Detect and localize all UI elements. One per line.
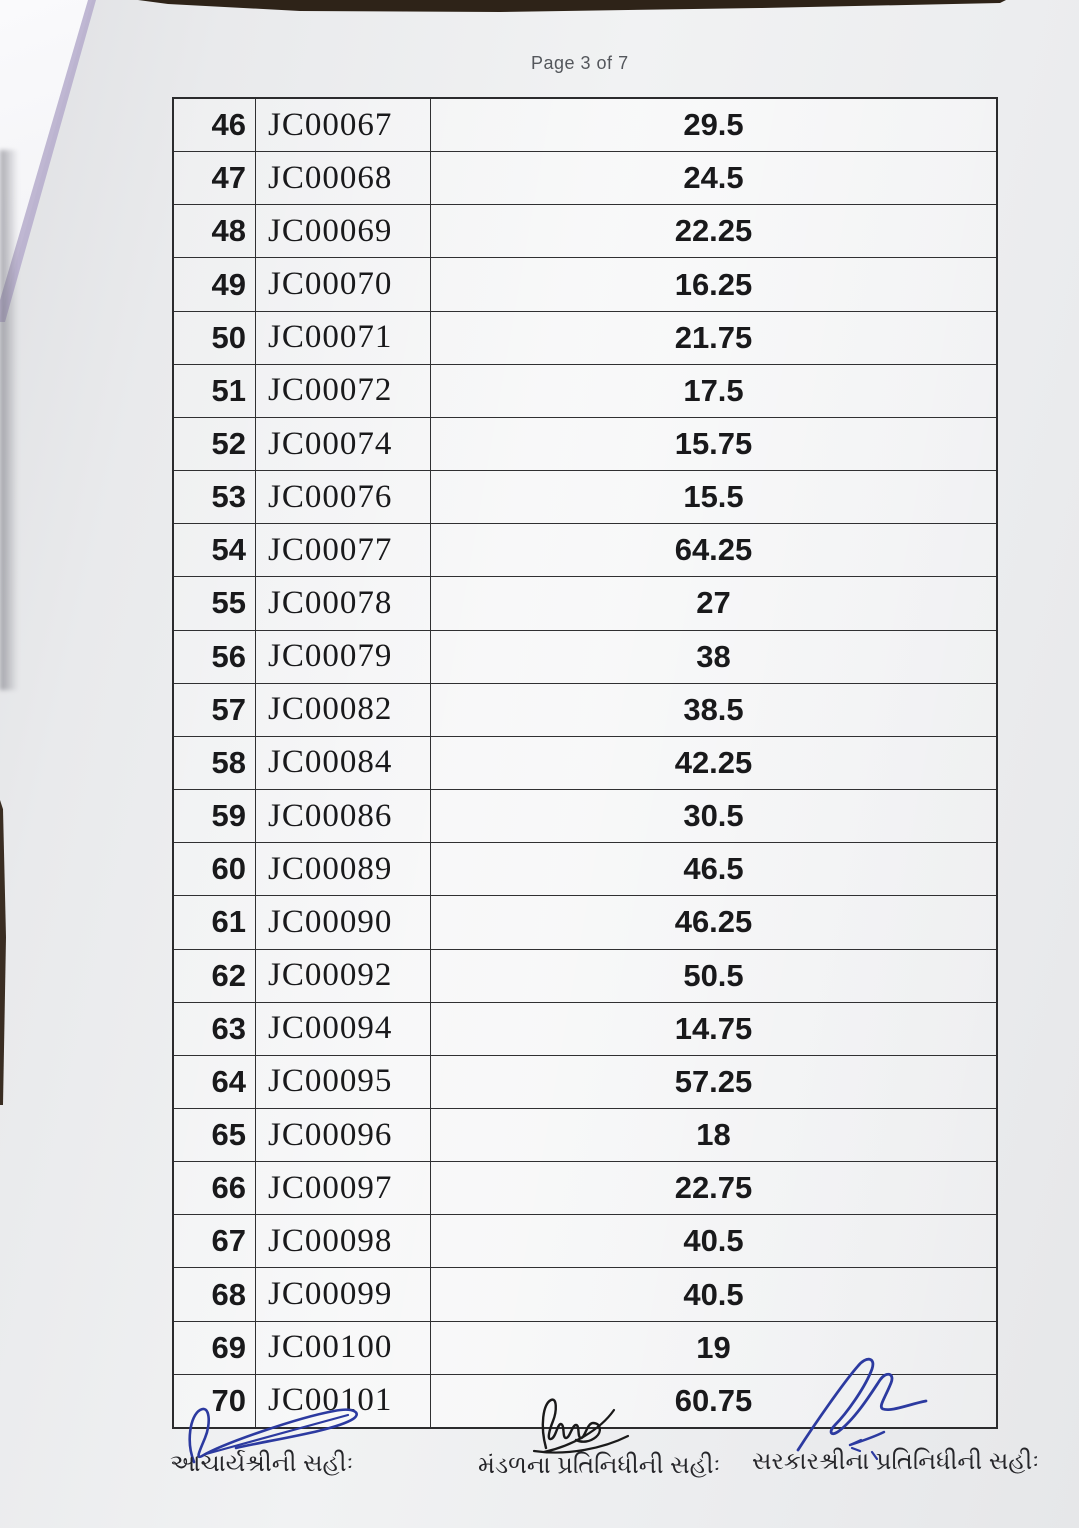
serial-number-cell: 66 (174, 1162, 256, 1214)
serial-number-cell: 64 (174, 1056, 256, 1108)
serial-number-cell: 70 (174, 1375, 256, 1427)
serial-number-cell: 55 (174, 577, 256, 629)
table-row (174, 99, 996, 151)
serial-number-cell: 47 (174, 152, 256, 204)
candidate-code-cell: JC00095 (256, 1056, 431, 1108)
marks-value-cell: 38.5 (683, 691, 744, 727)
candidate-code-cell: JC00086 (256, 790, 431, 842)
candidate-code-cell: JC00084 (256, 737, 431, 789)
marks-value-cell: 40.5 (683, 1276, 744, 1312)
candidate-code-cell: JC00097 (256, 1162, 431, 1214)
serial-number-cell: 59 (174, 790, 256, 842)
table-row (174, 1267, 996, 1320)
marks-value-cell: 40.5 (683, 1223, 744, 1259)
serial-number-cell: 62 (174, 950, 256, 1002)
marks-value-cell: 27 (696, 585, 731, 621)
serial-number-cell: 65 (174, 1109, 256, 1161)
serial-number-cell: 57 (174, 684, 256, 736)
serial-number-cell: 69 (174, 1322, 256, 1374)
candidate-code-cell: JC00101 (256, 1375, 431, 1427)
table-row (174, 417, 996, 470)
candidate-code-cell: JC00079 (256, 631, 431, 683)
candidate-code-cell: JC00089 (256, 843, 431, 895)
table-row (174, 470, 996, 523)
table-row (174, 736, 996, 789)
marks-value-cell: 15.75 (674, 426, 753, 462)
table-row (174, 949, 996, 1002)
table-row (174, 151, 996, 204)
table-row (174, 842, 996, 895)
marks-value-cell: 17.5 (683, 372, 744, 408)
candidate-code-cell: JC00100 (256, 1322, 431, 1374)
candidate-code-cell: JC00067 (256, 99, 431, 151)
marks-value-cell: 60.75 (674, 1382, 753, 1418)
table-row (174, 789, 996, 842)
marks-value-cell: 38 (696, 638, 731, 674)
candidate-code-cell: JC00090 (256, 896, 431, 948)
serial-number-cell: 50 (174, 312, 256, 364)
candidate-code-cell: JC00092 (256, 950, 431, 1002)
serial-number-cell: 63 (174, 1003, 256, 1055)
candidate-code-cell: JC00074 (256, 418, 431, 470)
candidate-code-cell: JC00070 (256, 258, 431, 310)
candidate-code-cell: JC00094 (256, 1003, 431, 1055)
table-row (174, 523, 996, 576)
principal-signature-label: આચાર્યશ્રીની સહીઃ (170, 1450, 354, 1477)
serial-number-cell: 48 (174, 205, 256, 257)
serial-number-cell: 67 (174, 1215, 256, 1267)
table-row (174, 1055, 996, 1108)
table-row (174, 630, 996, 683)
serial-number-cell: 56 (174, 631, 256, 683)
table-row (174, 257, 996, 310)
marks-value-cell: 21.75 (674, 319, 753, 355)
signature-government-representative (788, 1354, 940, 1460)
table-row (174, 683, 996, 736)
candidate-code-cell: JC00072 (256, 365, 431, 417)
serial-number-cell: 58 (174, 737, 256, 789)
serial-number-cell: 68 (174, 1268, 256, 1320)
page-stack-shadow (0, 150, 18, 690)
candidate-code-cell: JC00078 (256, 577, 431, 629)
marks-table (172, 97, 998, 1429)
marks-value-cell: 19 (696, 1329, 731, 1365)
candidate-code-cell: JC00098 (256, 1215, 431, 1267)
government-representative-signature-label: સરકારશ્રીના પ્રતિનિધીની સહીઃ (752, 1448, 1040, 1475)
marks-value-cell: 46.5 (683, 851, 744, 887)
serial-number-cell: 49 (174, 258, 256, 310)
marks-value-cell: 15.5 (683, 479, 744, 515)
marks-value-cell: 46.25 (674, 904, 753, 940)
serial-number-cell: 54 (174, 524, 256, 576)
candidate-code-cell: JC00076 (256, 471, 431, 523)
serial-number-cell: 61 (174, 896, 256, 948)
candidate-code-cell: JC00099 (256, 1268, 431, 1320)
marks-value-cell: 29.5 (683, 107, 744, 143)
marks-value-cell: 16.25 (674, 266, 753, 302)
serial-number-cell: 52 (174, 418, 256, 470)
marks-value-cell: 64.25 (674, 532, 753, 568)
table-row (174, 1161, 996, 1214)
marks-value-cell: 24.5 (683, 160, 744, 196)
serial-number-cell: 53 (174, 471, 256, 523)
table-row (174, 364, 996, 417)
marks-value-cell: 50.5 (683, 957, 744, 993)
table-row (174, 311, 996, 364)
candidate-code-cell: JC00082 (256, 684, 431, 736)
candidate-code-cell: JC00071 (256, 312, 431, 364)
table-row (174, 895, 996, 948)
marks-value-cell: 22.75 (674, 1170, 753, 1206)
candidate-code-cell: JC00096 (256, 1109, 431, 1161)
table-row (174, 576, 996, 629)
candidate-code-cell: JC00069 (256, 205, 431, 257)
marks-value-cell: 57.25 (674, 1063, 753, 1099)
marks-value-cell: 14.75 (674, 1010, 753, 1046)
table-row (174, 1108, 996, 1161)
candidate-code-cell: JC00068 (256, 152, 431, 204)
serial-number-cell: 46 (174, 99, 256, 151)
marks-value-cell: 22.25 (674, 213, 753, 249)
marks-value-cell: 42.25 (674, 744, 753, 780)
table-row (174, 204, 996, 257)
marks-value-cell: 30.5 (683, 798, 744, 834)
serial-number-cell: 51 (174, 365, 256, 417)
table-row (174, 1002, 996, 1055)
candidate-code-cell: JC00077 (256, 524, 431, 576)
board-representative-signature-label: મંડળના પ્રતિનિધીની સહીઃ (478, 1452, 721, 1479)
signature-board-representative (516, 1394, 651, 1458)
marks-value-cell: 18 (696, 1117, 731, 1153)
page-number-header: Page 3 of 7 (531, 53, 629, 73)
serial-number-cell: 60 (174, 843, 256, 895)
table-row (174, 1214, 996, 1267)
